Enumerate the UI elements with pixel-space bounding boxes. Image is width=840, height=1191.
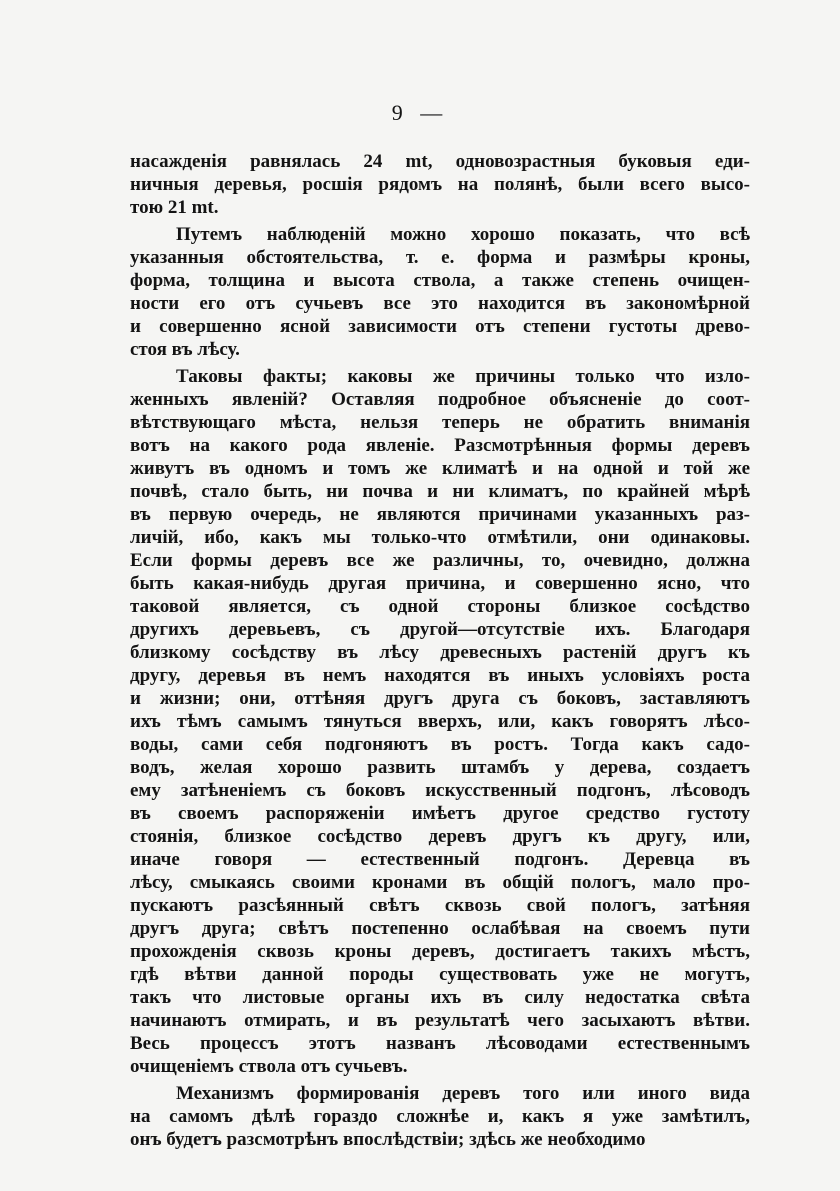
text-line: онъ будетъ разсмотрѣнъ впослѣдствіи; здѣсь же необходимо (130, 1129, 646, 1150)
text-line: Весь процессъ этотъ названъ лѣсоводами естественнымъ (130, 1033, 750, 1054)
text-line: тою 21 mt. (130, 197, 219, 218)
paragraph (130, 150, 750, 219)
text-line: на самомъ дѣлѣ гораздо сложнѣе и, какъ я уже замѣтилъ, (130, 1106, 750, 1127)
text-line: насажденія равнялась 24 mt, одновозрастныя буковыя еди- (130, 151, 750, 172)
text-line: водъ, желая хорошо развить штамбъ у дерева, создаетъ (130, 757, 750, 778)
text-line: Если формы деревъ все же различны, то, очевидно, должна (130, 550, 750, 571)
paragraph (130, 365, 750, 1078)
text-line: ему затѣненіемъ съ боковъ искусственный подгонъ, лѣсоводъ (130, 780, 750, 801)
text-line: пускаютъ разсѣянный свѣтъ сквозь свой пологъ, затѣняя (130, 895, 750, 916)
text-line: Таковы факты; каковы же причины только что изло- (176, 366, 750, 387)
text-line: ности его отъ сучьевъ все это находится въ закономѣрной (130, 293, 750, 314)
text-line: въ первую очередь, не являются причинами указанныхъ раз- (130, 504, 750, 525)
text-line: ихъ тѣмъ самымъ тянуться вверхъ, или, какъ говорятъ лѣсо- (130, 711, 750, 732)
text-line: женныхъ явленій? Оставляя подробное объясненіе до соот- (130, 389, 750, 410)
text-line: начинаютъ отмирать, и въ результатѣ чего засыхаютъ вѣтви. (130, 1010, 750, 1031)
text-line: Механизмъ формированія деревъ того или иного вида (176, 1083, 750, 1104)
text-line: воды, сами себя подгоняютъ въ ростъ. Тогда какъ садо- (130, 734, 750, 755)
text-line: въ своемъ распоряженіи имѣетъ другое средство густоту (130, 803, 750, 824)
text-line: другихъ деревьевъ, съ другой—отсутствіе ихъ. Благодаря (130, 619, 750, 640)
text-line: вотъ на какого рода явленіе. Разсмотрѣнныя формы деревъ (130, 435, 750, 456)
text-line: вѣтствующаго мѣста, нельзя теперь не обратить вниманія (130, 412, 750, 433)
text-line: стоя въ лѣсу. (130, 339, 240, 360)
paragraph (130, 223, 750, 361)
text-line: стоянія, близкое сосѣдство деревъ другъ къ другу, или, (130, 826, 750, 847)
page-number-header: 9 — (391, 100, 449, 125)
text-line: таковой является, съ одной стороны близкое сосѣдство (130, 596, 750, 617)
text-line: ничныя деревья, росшія рядомъ на полянѣ, были всего высо- (130, 174, 750, 195)
text-line: другу, деревья въ немъ находятся въ иныхъ условіяхъ роста (130, 665, 750, 686)
text-line: близкому сосѣдству въ лѣсу древесныхъ растеній другъ къ (130, 642, 750, 663)
body-text (130, 150, 750, 1151)
text-line: гдѣ вѣтви данной породы существовать уже не могутъ, (130, 964, 750, 985)
text-line: прохожденія сквозь кроны деревъ, достигаетъ такихъ мѣстъ, (130, 941, 750, 962)
text-line: живутъ въ одномъ и томъ же климатѣ и на одной и той же (130, 458, 750, 479)
text-line: и совершенно ясной зависимости отъ степени густоты древо- (130, 316, 750, 337)
text-line: указанныя обстоятельства, т. е. форма и размѣры кроны, (130, 247, 750, 268)
text-line: другъ друга; свѣтъ постепенно ослабѣвая на своемъ пути (130, 918, 750, 939)
paragraph (130, 1082, 750, 1151)
text-line: иначе говоря — естественный подгонъ. Деревца въ (130, 849, 750, 870)
text-line: очищеніемъ ствола отъ сучьевъ. (130, 1056, 408, 1077)
text-line: форма, толщина и высота ствола, а также степень очищен- (130, 270, 750, 291)
text-line: почвѣ, стало быть, ни почва и ни климатъ, по крайней мѣрѣ (130, 481, 750, 502)
text-line: такъ что листовые органы ихъ въ силу недостатка свѣта (130, 987, 750, 1008)
text-line: и жизни; они, оттѣняя другъ друга съ боковъ, заставляютъ (130, 688, 750, 709)
text-line: личій, ибо, какъ мы только-что отмѣтили, они одинаковы. (130, 527, 750, 548)
text-line: лѣсу, смыкаясь своими кронами въ общій пологъ, мало про- (130, 872, 750, 893)
text-line: Путемъ наблюденій можно хорошо показать, что всѣ (176, 224, 750, 245)
text-line: быть какая-нибудь другая причина, и совершенно ясно, что (130, 573, 750, 594)
